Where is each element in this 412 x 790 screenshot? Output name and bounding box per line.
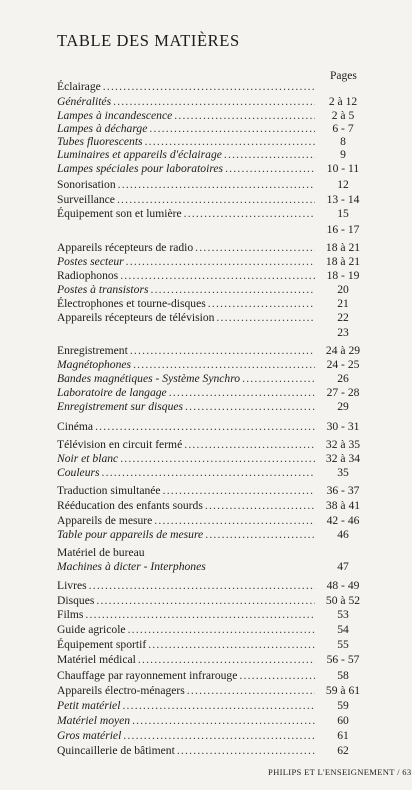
toc-entry-label: Matériel moyen [57,714,131,727]
toc-entry-page: 58 [337,669,349,682]
toc-entry [57,95,369,109]
toc-entry-label: Appareils récepteurs de télévision [57,311,215,324]
toc-entry [57,193,369,207]
dot-leader [120,452,315,466]
toc-entry-label: Équipement son et lumière [57,207,182,220]
toc-entry [57,514,369,528]
toc-entry-page: 16 - 17 [326,223,360,236]
dot-leader [169,386,315,400]
toc-entry-page: 22 [337,311,349,324]
toc-entry [57,546,369,560]
toc-entry-label: Lampes à décharge [57,122,148,135]
toc-entry-label: Radiophonos [57,269,119,282]
toc-entry-label: Matériel de bureau [57,546,145,559]
toc-entry-page: 26 [337,372,349,385]
dot-leader [95,420,315,434]
dot-leader [163,484,315,498]
toc-entry [57,148,369,162]
toc-entry-label: Éclairage [57,80,101,93]
toc-entry-label: Enregistrement sur disques [57,400,184,413]
toc-entry-page: 15 [337,207,349,220]
toc-entry-label: Films [57,608,84,621]
dot-leader [177,744,315,758]
toc-entry [57,744,369,758]
dot-leader [122,699,315,713]
toc-entry-page: 59 [337,699,349,712]
toc-entry [57,684,369,698]
dot-leader [133,358,315,372]
toc-entry [57,484,369,498]
toc-entry [57,653,369,667]
toc-entry [57,269,369,283]
toc-entry-label: Magnétophones [57,358,132,371]
toc-entry [57,311,369,325]
toc-entry-page: 9 [340,148,346,161]
toc-entry-label: Postes secteur [57,255,124,268]
toc-entry [57,452,369,466]
toc-entry [57,638,369,652]
dot-leader [242,372,315,386]
dot-leader [145,135,315,149]
toc-entry [57,207,369,221]
toc-entry-label: Cinéma [57,420,94,433]
toc-entry [57,109,369,123]
dot-leader [184,207,315,221]
dot-leader [120,269,315,283]
toc-entry-page: 46 [337,528,349,541]
dot-leader [130,344,315,358]
toc-entry [57,178,369,192]
toc-entry [57,594,369,608]
toc-entry-label: Luminaires et appareils d'éclairage [57,148,222,161]
toc-entry [57,438,369,452]
toc-entry-label: Postes à transistors [57,283,149,296]
toc-entry-page: 30 - 31 [326,420,360,433]
toc-entry-page: 50 à 52 [325,594,361,607]
toc-entry-page: 18 - 19 [326,269,360,282]
dot-leader [126,255,315,269]
toc-entry [57,358,369,372]
toc-entry [57,135,369,149]
toc-entry-page: 53 [337,608,349,621]
toc-entry [57,162,369,176]
toc-entry [57,714,369,728]
toc-entry-label: Tubes fluorescents [57,135,143,148]
toc-entry-page: 42 - 46 [326,514,360,527]
dot-leader [132,714,315,728]
dot-leader [208,297,315,311]
toc-entry [57,699,369,713]
dot-leader [113,95,315,109]
toc-entry [57,372,369,386]
dot-leader [149,122,315,136]
toc-entry-page: 59 à 61 [325,684,361,697]
dot-leader [123,729,315,743]
toc-entry [57,400,369,414]
toc-entry-page: 8 [340,135,346,148]
toc-entry-label: Traduction simultanée [57,484,161,497]
toc-entry-page: 27 - 28 [326,386,360,399]
toc-entry [57,283,369,297]
toc-entry [57,560,369,574]
toc-entry-label: Guide agricole [57,623,126,636]
toc-entry-label: Petit matériel [57,699,121,712]
toc-entry-page: 36 - 37 [326,484,360,497]
toc-entry-page: 61 [337,729,349,742]
toc-entry [57,122,369,136]
toc-entry-page: 55 [337,638,349,651]
toc-entry-page: 56 - 57 [326,653,360,666]
toc-entry-label: Disques [57,594,95,607]
toc-entry [57,669,369,683]
toc-entry-page: 18 à 21 [325,255,361,268]
toc-entry-label: Lampes spéciales pour laboratoires [57,162,224,175]
dot-leader [224,148,315,162]
toc-entry [57,297,369,311]
toc-entry [57,499,369,513]
toc-entry-page: 6 - 7 [332,122,354,135]
toc-entry-page: 24 à 29 [325,344,361,357]
dot-leader [118,178,315,192]
dot-leader [102,466,315,480]
toc-entry-label: Surveillance [57,193,115,206]
dot-leader [96,594,315,608]
dot-leader [138,653,315,667]
toc-entry-label: Machines à dicter - Interphones [57,560,206,573]
toc-entry-label: Noir et blanc [57,452,119,465]
toc-entry-page: 21 [337,297,349,310]
toc-entry-label: Appareils de mesure [57,514,153,527]
toc-entry-label: Rééducation des enfants sourds [57,499,203,512]
toc-entry-label: Équipement sportif [57,638,147,651]
toc-entry-label: Lampes à incandescence [57,109,173,122]
toc-entry-page: 10 - 11 [326,162,360,175]
pages-column-header: Pages [330,70,357,82]
toc-entry [57,241,369,255]
toc-entry [57,729,369,743]
dot-leader [239,669,315,683]
toc-entry-page: 60 [337,714,349,727]
toc-entry [57,223,369,237]
dot-leader [205,528,315,542]
toc-entry [57,386,369,400]
toc-entry-label: Appareils récepteurs de radio [57,241,194,254]
toc-entry-page: 23 [337,326,349,339]
toc-entry-page: 13 - 14 [326,193,360,206]
toc-entry [57,255,369,269]
toc-entry-page: 32 à 34 [325,452,361,465]
toc-entry-page: 47 [337,560,349,573]
toc-entry-page: 62 [337,744,349,757]
toc-entry [57,623,369,637]
toc-entry-label: Table pour appareils de mesure [57,528,204,541]
toc-entry-label: Sonorisation [57,178,116,191]
dot-leader [174,109,315,123]
toc-entry-label: Enregistrement [57,344,128,357]
toc-entry-page: 29 [337,400,349,413]
toc-entry-label: Matériel médical [57,653,136,666]
dot-leader [128,623,315,637]
toc-entry-page: 18 à 21 [325,241,361,254]
dot-leader [117,193,315,207]
toc-entry-label: Livres [57,579,87,592]
dot-leader [154,514,315,528]
toc-entry [57,528,369,542]
dot-leader [225,162,315,176]
toc-entry-page: 48 - 49 [326,579,360,592]
toc-entry-page: 2 à 12 [328,95,358,108]
toc-entry-label: Chauffage par rayonnement infrarouge [57,669,238,682]
dot-leader [216,311,315,325]
toc-entry-page: 12 [337,178,349,191]
dot-leader [103,80,315,94]
toc-entry-page: 35 [337,466,349,479]
toc-entry-page: 24 - 25 [326,358,360,371]
toc-entry [57,579,369,593]
dot-leader [150,283,315,297]
dot-leader [148,638,315,652]
dot-leader [85,608,315,622]
toc-entry-label: Électrophones et tourne-disques [57,297,206,310]
page-title: TABLE DES MATIÈRES [57,31,240,50]
dot-leader [187,684,315,698]
dot-leader [184,438,315,452]
toc-entry-page: 32 à 35 [325,438,361,451]
toc-entry [57,420,369,434]
toc-entry [57,466,369,480]
toc-entry-page: 54 [337,623,349,636]
toc-entry-label: Couleurs [57,466,100,479]
dot-leader [89,579,315,593]
page-footer: PHILIPS ET L'ENSEIGNEMENT / 63 [268,767,412,777]
toc-entry-label: Bandes magnétiques - Système Synchro [57,372,241,385]
toc-entry-label: Gros matériel [57,729,122,742]
toc-entry-label: Laboratoire de langage [57,386,167,399]
dot-leader [185,400,315,414]
toc-entry-label: Appareils électro-ménagers [57,684,185,697]
toc-entry-label: Quincaillerie de bâtiment [57,744,175,757]
toc-entry [57,344,369,358]
toc-entry-page: 20 [337,283,349,296]
toc-entry-page: 38 à 41 [325,499,361,512]
toc-entry-label: Télévision en circuit fermé [57,438,183,451]
toc-entry-page: 2 à 5 [331,109,355,122]
toc-entry-label: Généralités [57,95,112,108]
toc-entry [57,80,369,94]
dot-leader [205,499,315,513]
dot-leader [195,241,315,255]
toc-entry [57,608,369,622]
toc-entry [57,326,369,340]
